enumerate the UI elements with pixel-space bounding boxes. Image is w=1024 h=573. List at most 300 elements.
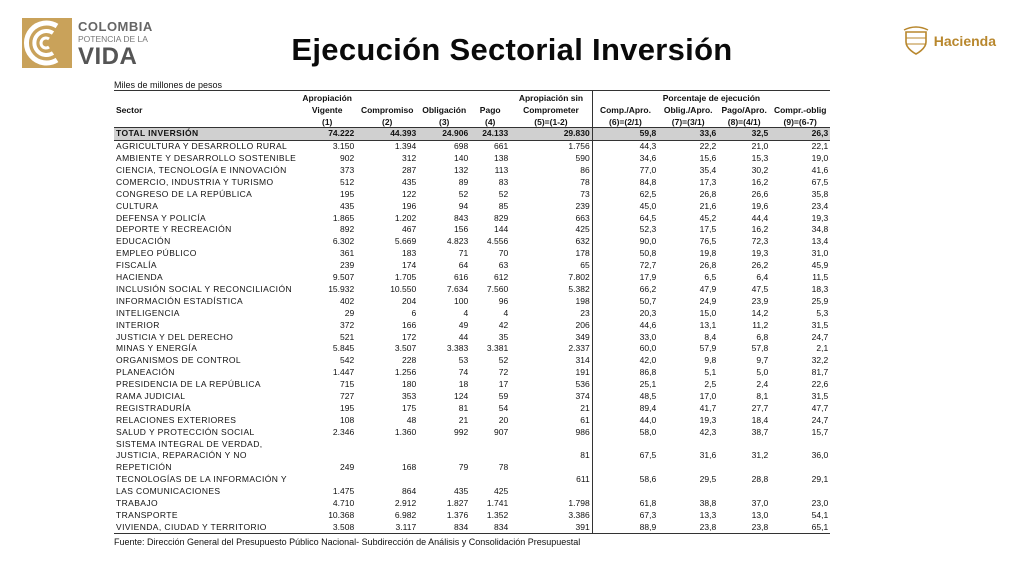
value-cell: 228 [402, 355, 417, 366]
value-cell: 122 [402, 188, 417, 199]
value-cell: 83 [498, 176, 509, 187]
value-cell: 1.756 [568, 141, 590, 152]
value-cell: 698 [454, 141, 469, 152]
hacienda-label: Hacienda [933, 33, 996, 49]
value-cell: 19,3 [751, 248, 769, 259]
value-cell: 191 [575, 367, 590, 378]
value-cell: 45,0 [592, 200, 658, 212]
value-cell: 361 [340, 248, 355, 259]
value-cell: 50,7 [592, 295, 658, 307]
value-cell: 72 [498, 367, 509, 378]
sector-cell: AMBIENTE Y DESARROLLO SOSTENIBLE [116, 153, 297, 164]
value-cell: 22,1 [811, 141, 829, 152]
table-row [114, 402, 830, 414]
value-cell: 198 [575, 295, 590, 306]
value-cell: 4 [463, 307, 469, 318]
value-cell: 35,8 [811, 188, 829, 199]
value-cell: 18,4 [751, 414, 769, 425]
value-cell: 3.507 [394, 343, 417, 354]
table-row [114, 497, 830, 509]
value-cell: 4.556 [486, 236, 509, 247]
value-cell: 992 [454, 426, 469, 437]
value-cell: 3.117 [356, 521, 418, 533]
value-cell: 52 [458, 188, 469, 199]
value-cell: 47,9 [699, 283, 717, 294]
value-cell: 23,8 [658, 521, 718, 533]
col-compromiso-header: Compromiso [360, 105, 414, 116]
value-cell: 38,8 [699, 497, 717, 508]
value-cell: 196 [402, 200, 417, 211]
value-cell: 35 [498, 331, 509, 342]
value-cell: 88,9 [592, 521, 658, 533]
table-row-tic: TECNOLOGÍAS DE LA INFORMACIÓN Y 611 58,6 29,5 28,8 29,1 [116, 474, 829, 485]
value-cell: 26,8 [699, 260, 717, 271]
value-cell: 172 [402, 331, 417, 342]
value-cell: 21 [580, 402, 590, 413]
value-cell: 206 [575, 319, 590, 330]
value-cell: 166 [402, 319, 417, 330]
value-cell: 48,5 [592, 390, 658, 402]
value-cell: 353 [402, 390, 417, 401]
value-cell: 140 [454, 153, 469, 164]
value-cell: 58,0 [592, 426, 658, 438]
value-cell: 2,5 [704, 379, 717, 390]
value-cell: 84,8 [592, 176, 658, 188]
sector-cell: SALUD Y PROTECCIÓN SOCIAL [116, 426, 255, 437]
sector-cell: CIENCIA, TECNOLOGÍA E INNOVACIÓN [116, 165, 287, 176]
col-pago-apro-header: Pago/Apro. [721, 105, 767, 116]
value-cell: 42 [498, 319, 509, 330]
value-cell: 124 [454, 390, 469, 401]
value-cell: 61 [580, 414, 590, 425]
sector-cell: EDUCACIÓN [116, 236, 171, 247]
col-comp-apro-header: Comp./Apro. [592, 103, 658, 115]
value-cell: 57,8 [751, 343, 769, 354]
table-row [114, 319, 830, 331]
value-cell: 71 [458, 248, 469, 259]
value-cell: 132 [454, 165, 469, 176]
value-cell: 45,9 [811, 260, 829, 271]
logo-line-vida: VIDA [78, 42, 138, 70]
value-cell: 67,5 [811, 176, 829, 187]
value-cell: 86 [580, 165, 590, 176]
value-cell: 13,3 [699, 509, 717, 520]
value-cell: 11,5 [812, 272, 829, 283]
value-cell: 64,5 [592, 212, 658, 224]
value-cell: 6,4 [756, 272, 769, 283]
sector-cell: DEFENSA Y POLICÍA [116, 212, 207, 223]
value-cell: 239 [575, 200, 590, 211]
value-cell: 1.360 [394, 426, 417, 437]
value-cell: 239 [340, 260, 355, 271]
value-cell: 26,6 [751, 188, 769, 199]
value-cell: 17,3 [699, 176, 717, 187]
value-cell: 30,2 [751, 165, 769, 176]
value-cell: 41,7 [699, 402, 717, 413]
value-cell: 67,3 [592, 509, 658, 521]
value-cell: 53 [458, 355, 469, 366]
value-cell: 312 [402, 153, 417, 164]
sector-cell: DEPORTE Y RECREACIÓN [116, 224, 232, 235]
value-cell: 2,1 [816, 343, 829, 354]
sector-cell: TRANSPORTE [116, 509, 178, 520]
value-cell: 96 [498, 295, 509, 306]
value-cell: 90,0 [592, 236, 658, 248]
value-cell: 15,3 [751, 153, 769, 164]
table-row [114, 414, 830, 426]
table-row [114, 152, 830, 164]
value-cell: 15.932 [328, 283, 355, 294]
sector-cell: INFORMACIÓN ESTADÍSTICA [116, 295, 244, 306]
table-row [114, 509, 830, 521]
value-cell: 9,8 [704, 355, 717, 366]
value-cell: 45,2 [699, 212, 717, 223]
value-cell: 138 [494, 153, 509, 164]
value-cell: 7.634 [446, 283, 469, 294]
value-cell: 14,2 [751, 307, 769, 318]
value-cell: 5,1 [704, 367, 717, 378]
value-cell: 10.368 [328, 509, 355, 520]
table-row [114, 331, 830, 343]
value-cell: 44,6 [592, 319, 658, 331]
value-cell: 7.802 [568, 272, 590, 283]
value-cell: 1.394 [394, 141, 417, 152]
value-cell: 89,4 [592, 402, 658, 414]
value-cell: 81 [458, 402, 469, 413]
sector-cell: JUSTICIA Y DEL DERECHO [116, 331, 234, 342]
value-cell: 2,4 [756, 379, 769, 390]
col-obligacion-header: Obligación [422, 105, 467, 116]
value-cell: 62,5 [592, 188, 658, 200]
value-cell: 81,7 [811, 367, 829, 378]
value-cell: 54 [498, 402, 509, 413]
value-cell: 19,3 [699, 414, 717, 425]
value-cell: 72,3 [751, 236, 769, 247]
value-cell: 425 [575, 224, 590, 235]
value-cell: 15,0 [699, 307, 717, 318]
value-cell: 144 [494, 224, 509, 235]
value-cell: 5.845 [332, 343, 355, 354]
sector-cell: CONGRESO DE LA REPÚBLICA [116, 188, 253, 199]
sector-cell: COMERCIO, INDUSTRIA Y TURISMO [116, 176, 274, 187]
value-cell: 3.381 [486, 343, 509, 354]
value-cell: 44 [458, 331, 469, 342]
value-cell: 52,3 [592, 224, 658, 236]
value-cell: 5,0 [756, 367, 769, 378]
value-cell: 986 [575, 426, 590, 437]
table-row-sistema-integral-3: REPETICIÓN 249 168 79 78 [114, 462, 830, 474]
value-cell: 536 [575, 379, 590, 390]
value-cell: 3.508 [298, 521, 356, 533]
sector-cell: EMPLEO PÚBLICO [116, 248, 197, 259]
value-cell: 616 [454, 272, 469, 283]
table-row [114, 271, 830, 283]
value-cell: 47,5 [751, 283, 769, 294]
value-cell: 829 [494, 212, 509, 223]
sector-cell: FISCALÍA [116, 260, 157, 271]
value-cell: 66,2 [592, 283, 658, 295]
table-row [114, 343, 830, 355]
value-cell: 435 [340, 200, 355, 211]
value-cell: 42,0 [592, 355, 658, 367]
value-cell: 174 [402, 260, 417, 271]
table-row [114, 176, 830, 188]
value-cell: 26,8 [699, 188, 717, 199]
table-row [114, 378, 830, 390]
value-cell: 1.376 [446, 509, 469, 520]
value-cell: 47,7 [811, 402, 829, 413]
value-cell: 6,8 [756, 331, 769, 342]
value-cell: 6.302 [332, 236, 355, 247]
value-cell: 78 [580, 176, 590, 187]
value-cell: 50,8 [592, 248, 658, 260]
value-cell: 18,3 [811, 283, 829, 294]
total-row: TOTAL INVERSIÓN 74.222 44.393 24.906 24.133 29.830 59,8 33,6 32,5 26,3 [116, 128, 829, 139]
value-cell: 4.710 [332, 497, 355, 508]
value-cell: 715 [340, 379, 355, 390]
sector-cell: VIVIENDA, CIUDAD Y TERRITORIO [114, 521, 298, 533]
value-cell: 52 [498, 355, 509, 366]
logo-line-potencia: POTENCIA DE LA [78, 34, 148, 44]
value-cell: 44,3 [592, 140, 658, 152]
sector-cell: MINAS Y ENERGÍA [116, 343, 198, 354]
value-cell: 663 [575, 212, 590, 223]
value-cell: 76,5 [699, 236, 717, 247]
value-cell: 19,3 [811, 212, 829, 223]
value-cell: 5,3 [816, 307, 829, 318]
sector-cell: INTELIGENCIA [116, 307, 180, 318]
value-cell: 6.982 [394, 509, 417, 520]
value-cell: 21,6 [699, 200, 717, 211]
value-cell: 314 [575, 355, 590, 366]
value-cell: 42,3 [699, 426, 717, 437]
value-cell: 1.256 [394, 367, 417, 378]
value-cell: 33,0 [592, 331, 658, 343]
value-cell: 41,6 [811, 165, 829, 176]
value-cell: 3.150 [332, 141, 355, 152]
value-cell: 11,2 [752, 319, 769, 330]
table-row-sistema-integral-2: JUSTICIA, REPARACIÓN Y NO 81 67,5 31,6 31,2 36,0 [116, 450, 829, 461]
value-cell: 834 [418, 521, 470, 533]
header-row-3: (1) (2) (3) (4) (5)=(1-2) (6)=(2/1) (7)=(3/1) (8)=(4/1) (9)=(6-7) [114, 115, 830, 127]
value-cell: 100 [454, 295, 469, 306]
col-apropiacion-header: Apropiación [298, 91, 356, 103]
value-cell: 32,2 [811, 355, 829, 366]
value-cell: 156 [454, 224, 469, 235]
table-row [114, 307, 830, 319]
value-cell: 26,2 [751, 260, 769, 271]
sector-cell: RELACIONES EXTERIORES [116, 414, 237, 425]
header-row-1 [114, 91, 830, 103]
value-cell: 31,5 [811, 319, 829, 330]
value-cell: 907 [494, 426, 509, 437]
value-cell: 59 [498, 390, 509, 401]
col-pago-header: Pago [479, 105, 501, 116]
value-cell: 48 [406, 414, 417, 425]
value-cell: 2.337 [568, 343, 590, 354]
value-cell: 23,8 [718, 521, 770, 533]
value-cell: 31,5 [811, 390, 829, 401]
value-cell: 17,5 [699, 224, 717, 235]
value-cell: 29 [344, 307, 355, 318]
table-row [114, 212, 830, 224]
table-row [114, 521, 830, 533]
sector-cell: AGRICULTURA Y DESARROLLO RURAL [116, 141, 288, 152]
table-row [114, 140, 830, 152]
value-cell: 9,7 [756, 355, 769, 366]
sector-cell: CULTURA [116, 200, 159, 211]
col-sector-header: Sector [116, 105, 143, 116]
coat-of-arms-icon [903, 26, 929, 56]
value-cell: 612 [494, 272, 509, 283]
col-compr-oblig-header: Compr.-oblig [773, 105, 827, 116]
value-cell: 6 [411, 307, 417, 318]
value-cell: 24,7 [811, 331, 829, 342]
value-cell: 467 [402, 224, 417, 235]
value-cell: 4 [503, 307, 509, 318]
value-cell: 113 [494, 165, 509, 176]
value-cell: 10.550 [390, 283, 417, 294]
value-cell: 5.669 [394, 236, 417, 247]
value-cell: 8,4 [704, 331, 717, 342]
value-cell: 52 [498, 188, 509, 199]
value-cell: 17,0 [699, 390, 717, 401]
col-oblig-apro-header: Oblig./Apro. [663, 105, 713, 116]
value-cell: 287 [402, 165, 417, 176]
value-cell: 37,0 [751, 497, 769, 508]
value-cell: 175 [402, 402, 417, 413]
value-cell: 195 [340, 188, 355, 199]
value-cell: 661 [494, 141, 509, 152]
value-cell: 9.507 [332, 272, 355, 283]
logo-line-colombia: COLOMBIA [78, 19, 153, 34]
value-cell: 16,2 [751, 176, 769, 187]
value-cell: 512 [340, 176, 355, 187]
value-cell: 108 [340, 414, 355, 425]
table-row [114, 366, 830, 378]
value-cell: 44,0 [592, 414, 658, 426]
value-cell: 15,6 [699, 153, 717, 164]
value-cell: 27,7 [751, 402, 769, 413]
value-cell: 1.827 [446, 497, 469, 508]
table-row [114, 426, 830, 438]
value-cell: 1.705 [394, 272, 417, 283]
value-cell: 21,0 [751, 141, 769, 152]
value-cell: 521 [340, 331, 355, 342]
value-cell: 19,8 [699, 248, 717, 259]
value-cell: 632 [575, 236, 590, 247]
value-cell: 23,9 [751, 295, 769, 306]
value-cell: 61,8 [592, 497, 658, 509]
col-apsc-header: Apropiación sin [510, 91, 592, 103]
value-cell: 892 [340, 224, 355, 235]
value-cell: 21 [458, 414, 469, 425]
value-cell: 5.382 [568, 283, 590, 294]
table-row [114, 283, 830, 295]
value-cell: 86,8 [592, 366, 658, 378]
value-cell: 902 [340, 153, 355, 164]
value-cell: 16,2 [751, 224, 769, 235]
page-title: Ejecución Sectorial Inversión [291, 32, 733, 67]
value-cell: 23,4 [811, 200, 829, 211]
source-note: Fuente: Dirección General del Presupuesto Público Nacional- Subdirección de Análisis y Consolidación Presupuestal [114, 537, 581, 547]
value-cell: 1.447 [332, 367, 355, 378]
value-cell: 373 [340, 165, 355, 176]
value-cell: 1.865 [332, 212, 355, 223]
table-row-tic-2: LAS COMUNICACIONES 1.475 864 435 425 [114, 485, 830, 497]
value-cell: 94 [458, 200, 469, 211]
value-cell: 23,0 [811, 497, 829, 508]
value-cell: 1.352 [486, 509, 509, 520]
value-cell: 65,1 [770, 521, 830, 533]
value-cell: 542 [340, 355, 355, 366]
value-cell: 1.202 [394, 212, 417, 223]
value-cell: 13,4 [811, 236, 829, 247]
table-row [114, 224, 830, 236]
pct-group-header: Porcentaje de ejecución [592, 91, 830, 103]
value-cell: 24,9 [699, 295, 717, 306]
value-cell: 31,0 [811, 248, 829, 259]
value-cell: 13,0 [751, 509, 769, 520]
value-cell: 1.798 [568, 497, 590, 508]
value-cell: 54,1 [811, 509, 829, 520]
value-cell: 25,9 [811, 295, 829, 306]
value-cell: 73 [580, 188, 590, 199]
value-cell: 20 [498, 414, 509, 425]
value-cell: 834 [470, 521, 510, 533]
value-cell: 38,7 [751, 426, 769, 437]
value-cell: 63 [498, 260, 509, 271]
value-cell: 2.346 [332, 426, 355, 437]
value-cell: 195 [340, 402, 355, 413]
value-cell: 70 [498, 248, 509, 259]
value-cell: 372 [340, 319, 355, 330]
value-cell: 65 [580, 260, 590, 271]
value-cell: 25,1 [592, 378, 658, 390]
value-cell: 57,9 [699, 343, 717, 354]
value-cell: 374 [575, 390, 590, 401]
value-cell: 6,5 [704, 272, 717, 283]
value-cell: 402 [340, 295, 355, 306]
value-cell: 178 [575, 248, 590, 259]
value-cell: 204 [402, 295, 417, 306]
sector-cell: TRABAJO [116, 497, 159, 508]
table-row [114, 248, 830, 260]
sector-execution-table [114, 90, 830, 534]
value-cell: 18 [458, 379, 469, 390]
value-cell: 64 [458, 260, 469, 271]
table-row [114, 355, 830, 367]
value-cell: 1.741 [486, 497, 509, 508]
value-cell: 85 [498, 200, 509, 211]
value-cell: 391 [510, 521, 592, 533]
sector-cell: RAMA JUDICIAL [116, 390, 186, 401]
value-cell: 19,0 [811, 153, 829, 164]
sector-cell: INCLUSIÓN SOCIAL Y RECONCILIACIÓN [116, 283, 292, 294]
sector-cell: ORGANISMOS DE CONTROL [116, 355, 242, 366]
value-cell: 24,7 [811, 414, 829, 425]
table-row [114, 236, 830, 248]
value-cell: 2.912 [394, 497, 417, 508]
sector-cell: INTERIOR [116, 319, 160, 330]
value-cell: 8,1 [756, 390, 769, 401]
value-cell: 727 [340, 390, 355, 401]
hacienda-logo [903, 26, 996, 56]
value-cell: 44,4 [751, 212, 769, 223]
sector-cell: PLANEACIÓN [116, 367, 175, 378]
value-cell: 843 [454, 212, 469, 223]
value-cell: 22,6 [811, 379, 829, 390]
